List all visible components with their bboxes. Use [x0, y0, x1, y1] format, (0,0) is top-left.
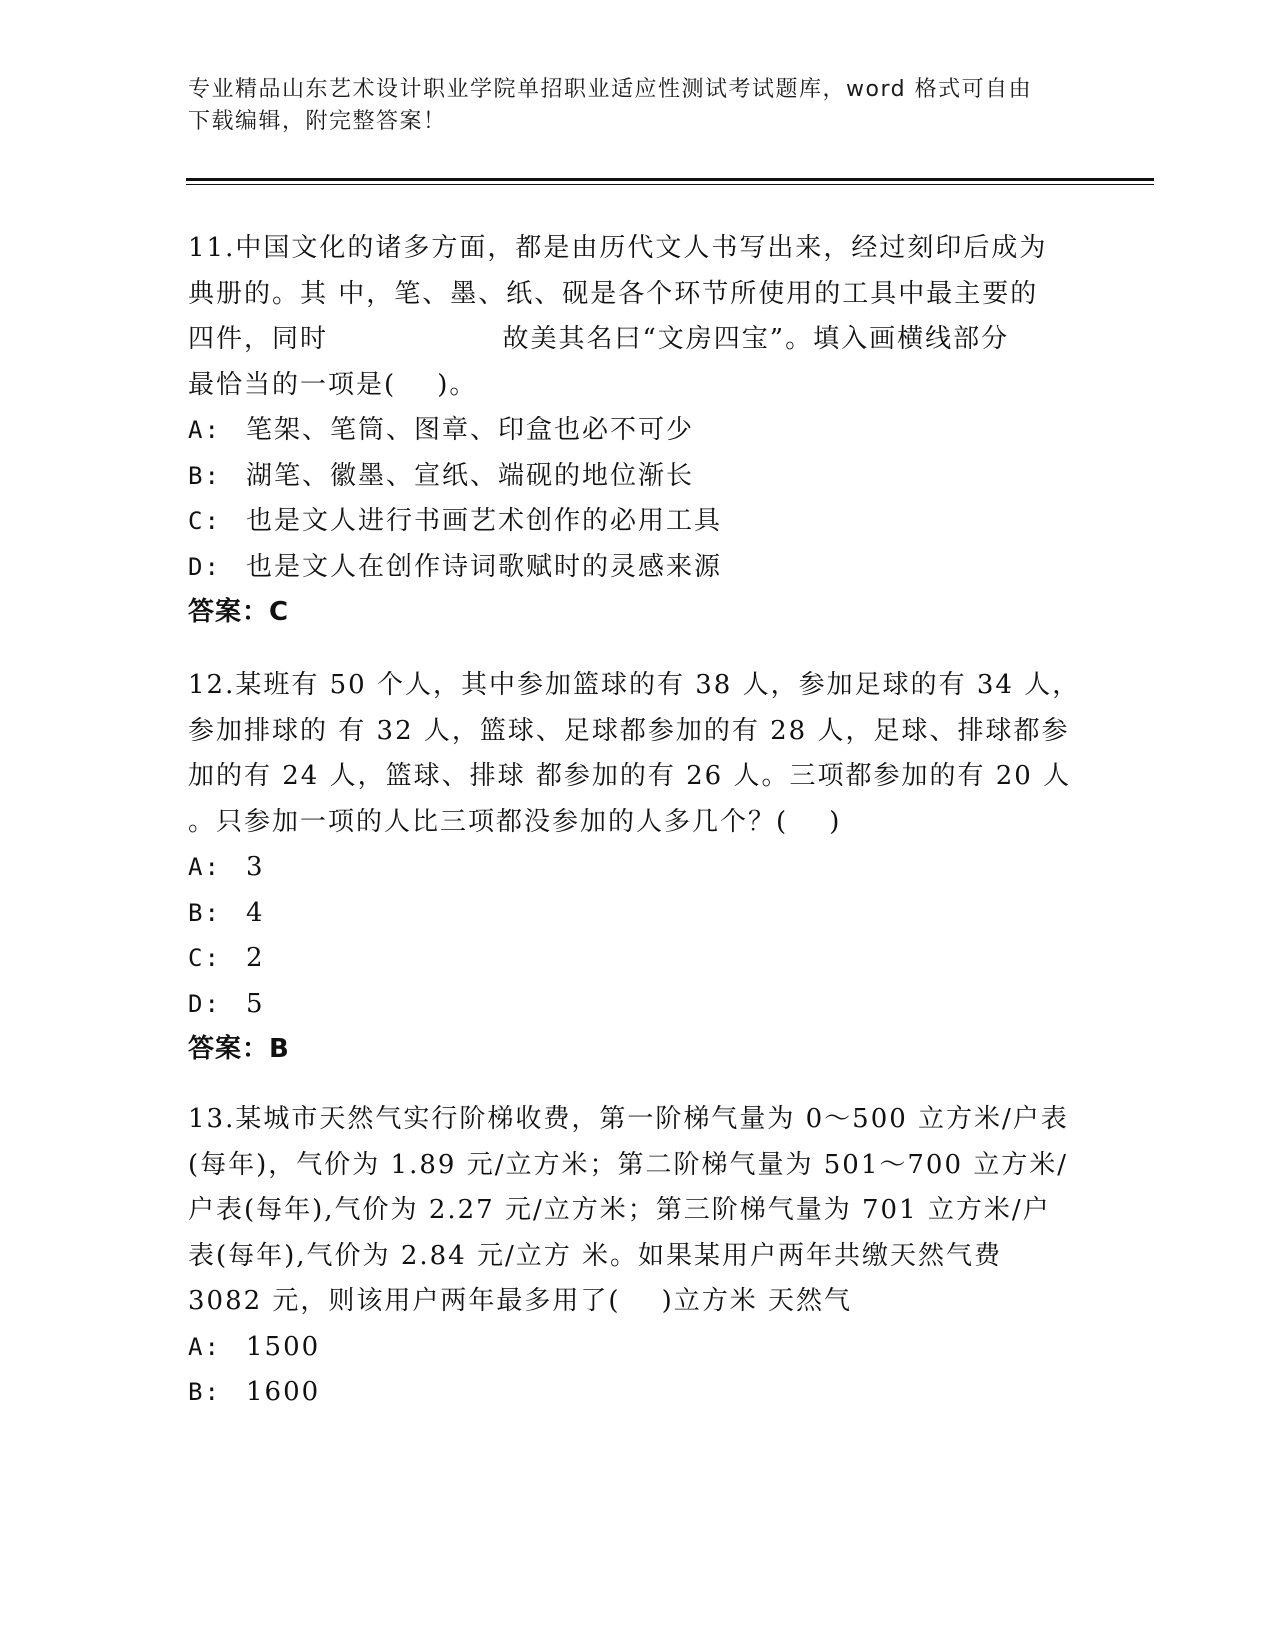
- option-a: [188, 845, 1068, 891]
- document-header: [188, 74, 1068, 138]
- option-key: B:: [188, 898, 221, 927]
- option-list: [188, 845, 1068, 1027]
- stem-line: 参加排球的 有 32 人，篮球、足球都参加的有 28 人，足球、排球都参: [188, 715, 1070, 746]
- option-key: C:: [188, 944, 221, 972]
- stem-line: 四件，同时 故美其名曰“文房四宝”。填入画横线部分: [188, 324, 1010, 354]
- option-text: 1600: [246, 1377, 321, 1407]
- stem-line: 12.某班有 50 个人，其中参加篮球的有 38 人，参加足球的有 34 人，: [188, 670, 1081, 700]
- stem-line: 3082 元，则该用户两年最多用了( )立方米 天然气: [188, 1286, 853, 1316]
- stem-line: (每年)，气价为 1.89 元/立方米；第二阶梯气量为 501～700 立方米/: [188, 1149, 1069, 1180]
- option-list: [188, 1325, 1068, 1416]
- question-13: [188, 1097, 1068, 1416]
- option-text: 1500: [246, 1331, 321, 1362]
- header-line-1: 专业精品山东艺术设计职业学院单招职业适应性测试考试题库，word 格式可自由: [188, 77, 1033, 102]
- option-c: [188, 936, 1068, 982]
- option-a: [188, 408, 1068, 454]
- question-11: [188, 226, 1068, 636]
- option-text: 湖笔、徽墨、宣纸、端砚的地位渐长: [246, 460, 695, 491]
- option-d: [188, 545, 1068, 591]
- header-divider-thin: [186, 184, 1154, 185]
- stem-line: 户表(每年),气价为 2.27 元/立方米；第三阶梯气量为 701 立方米/户: [188, 1195, 1051, 1225]
- question-stem: [188, 226, 1068, 408]
- option-key: B:: [188, 461, 221, 490]
- stem-line: 典册的。其 中，笔、墨、纸、砚是各个环节所使用的工具中最主要的: [188, 278, 1039, 309]
- question-stem: [188, 1097, 1068, 1325]
- answer-line: 答案：B: [188, 1034, 290, 1064]
- option-key: D:: [188, 989, 221, 1018]
- option-text: 笔架、笔筒、图章、印盒也必不可少: [246, 415, 695, 445]
- question-12: [188, 663, 1081, 1073]
- stem-line: 最恰当的一项是( )。: [188, 369, 478, 400]
- option-b: [188, 891, 1068, 937]
- header-divider-thick: [186, 178, 1154, 181]
- option-text: 5: [246, 988, 265, 1019]
- option-key: A:: [188, 853, 221, 881]
- option-a: [188, 1325, 1068, 1371]
- option-b: [188, 454, 1068, 500]
- stem-line: 表(每年),气价为 2.84 元/立方 米。如果某用户两年共缴天然气费: [188, 1240, 1002, 1271]
- option-d: [188, 982, 1068, 1028]
- stem-line: 。只参加一项的人比三项都没参加的人多几个？( ): [188, 806, 842, 837]
- option-text: 也是文人进行书画艺术创作的必用工具: [246, 506, 723, 536]
- option-key: D:: [188, 552, 221, 581]
- option-key: C:: [188, 507, 221, 535]
- option-key: B:: [188, 1378, 221, 1406]
- question-stem: [188, 663, 1081, 845]
- stem-line: 11.中国文化的诸多方面，都是由历代文人书写出来，经过刻印后成为: [188, 233, 1048, 263]
- option-text: 2: [246, 943, 265, 973]
- option-text: 4: [246, 897, 265, 928]
- option-list: [188, 408, 1068, 590]
- option-b: [188, 1370, 1068, 1416]
- option-key: A:: [188, 416, 221, 444]
- header-line-2: 下载编辑，附完整答案！: [188, 109, 447, 134]
- option-text: 3: [246, 852, 265, 882]
- stem-line: 13.某城市天然气实行阶梯收费，第一阶梯气量为 0～500 立方米/户表: [188, 1104, 1069, 1134]
- option-c: [188, 499, 1068, 545]
- answer-line: 答案：C: [188, 597, 290, 627]
- option-key: A:: [188, 1332, 221, 1361]
- stem-line: 加的有 24 人，篮球、排球 都参加的有 26 人。三项都参加的有 20 人: [188, 761, 1072, 791]
- option-text: 也是文人在创作诗词歌赋时的灵感来源: [246, 551, 723, 582]
